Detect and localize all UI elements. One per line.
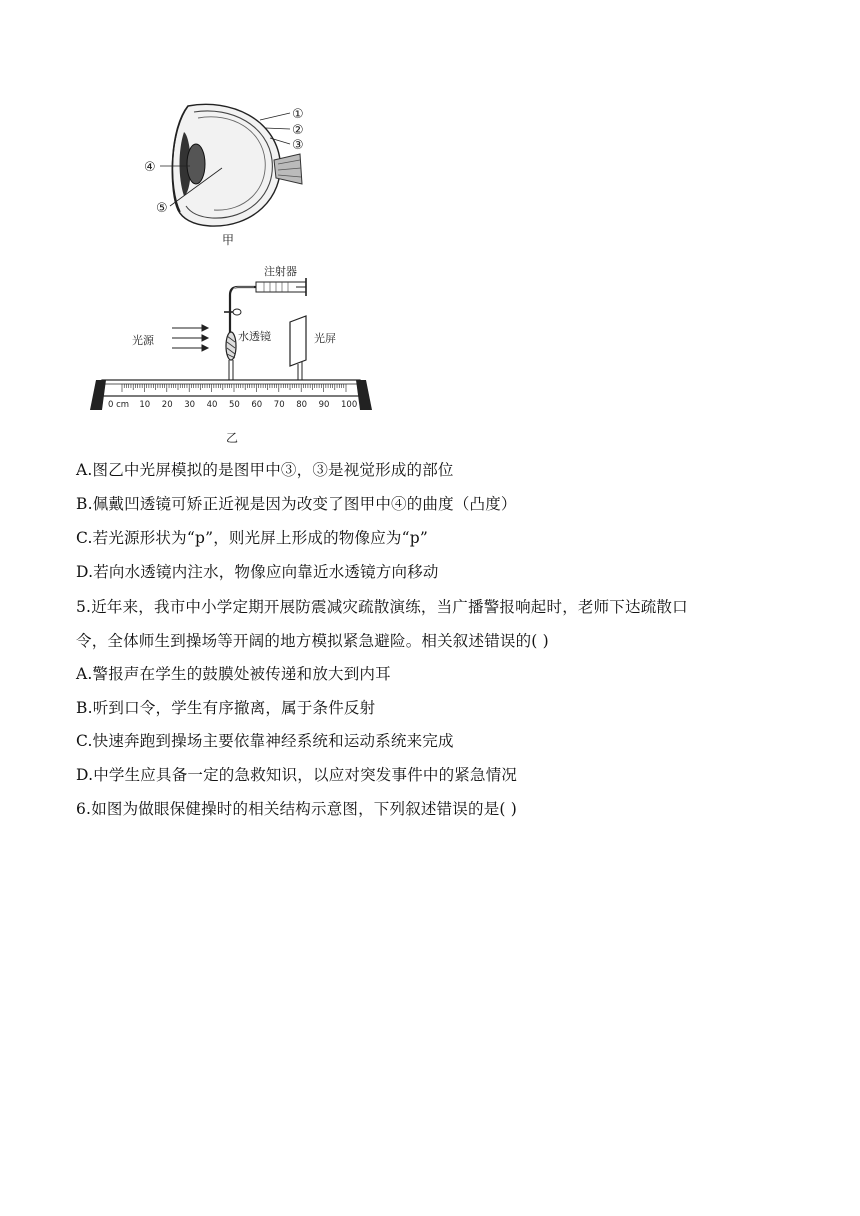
ruler-tick-label: 90 — [318, 400, 330, 410]
text-line: C.快速奔跑到操场主要依靠神经系统和运动系统来完成 — [76, 732, 454, 750]
text-line: B.佩戴凹透镜可矫正近视是因为改变了图甲中④的曲度（凸度） — [76, 495, 517, 513]
label-2: ② — [292, 123, 304, 138]
text-line: C.若光源形状为“p”，则光屏上形成的物像应为“p” — [76, 529, 428, 547]
water-lens-experiment-diagram — [88, 262, 378, 448]
figure-jia-caption: 甲 — [222, 233, 235, 247]
light-screen — [290, 316, 306, 366]
text-line: 6.如图为做眼保健操时的相关结构示意图，下列叙述错误的是( ) — [76, 800, 518, 818]
ruler-tick-label: 70 — [273, 400, 285, 410]
label-3: ③ — [292, 138, 304, 153]
label-5: ⑤ — [156, 201, 168, 216]
ruler-tick-label: 100 — [341, 400, 358, 410]
bench-left-leg — [90, 380, 106, 410]
ruler-unit-label: 0 cm — [108, 400, 130, 410]
bench-right-leg — [356, 380, 372, 410]
eyeball-diagram — [140, 98, 320, 248]
ruler-tick-label: 80 — [296, 400, 308, 410]
text-line: B.听到口令，学生有序撤离，属于条件反射 — [76, 699, 376, 717]
ruler-tick-label: 30 — [184, 400, 196, 410]
text-line: 令，全体师生到操场等开阔的地方模拟紧急避险。相关叙述错误的( ) — [76, 632, 549, 650]
tube-clip — [233, 309, 241, 315]
light-source-label: 光源 — [132, 334, 154, 347]
text-line: D.中学生应具备一定的急救知识，以应对突发事件中的紧急情况 — [76, 766, 518, 784]
ruler-tick-label: 40 — [206, 400, 218, 410]
eyeball-lens — [187, 144, 205, 184]
ruler-tick-label: 20 — [161, 400, 173, 410]
ruler-tick-label: 50 — [229, 400, 240, 410]
text-line: 5.近年来，我市中小学定期开展防震减灾疏散演练，当广播警报响起时，老师下达疏散口 — [76, 598, 688, 616]
light-arrows — [172, 325, 208, 351]
text-line: A.警报声在学生的鼓膜处被传递和放大到内耳 — [76, 665, 391, 683]
syringe-label: 注射器 — [264, 265, 297, 278]
label-1: ① — [292, 107, 304, 122]
figure-yi-caption: 乙 — [226, 431, 239, 445]
text-line: A.图乙中光屏模拟的是图甲中③，③是视觉形成的部位 — [76, 461, 454, 479]
water-lens-label: 水透镜 — [238, 330, 271, 343]
label-4: ④ — [144, 160, 156, 175]
text-line: D.若向水透镜内注水，物像应向靠近水透镜方向移动 — [76, 563, 439, 581]
ruler-tick-label: 10 — [139, 400, 151, 410]
screen-label: 光屏 — [314, 332, 336, 345]
ruler-tick-label: 60 — [251, 400, 263, 410]
